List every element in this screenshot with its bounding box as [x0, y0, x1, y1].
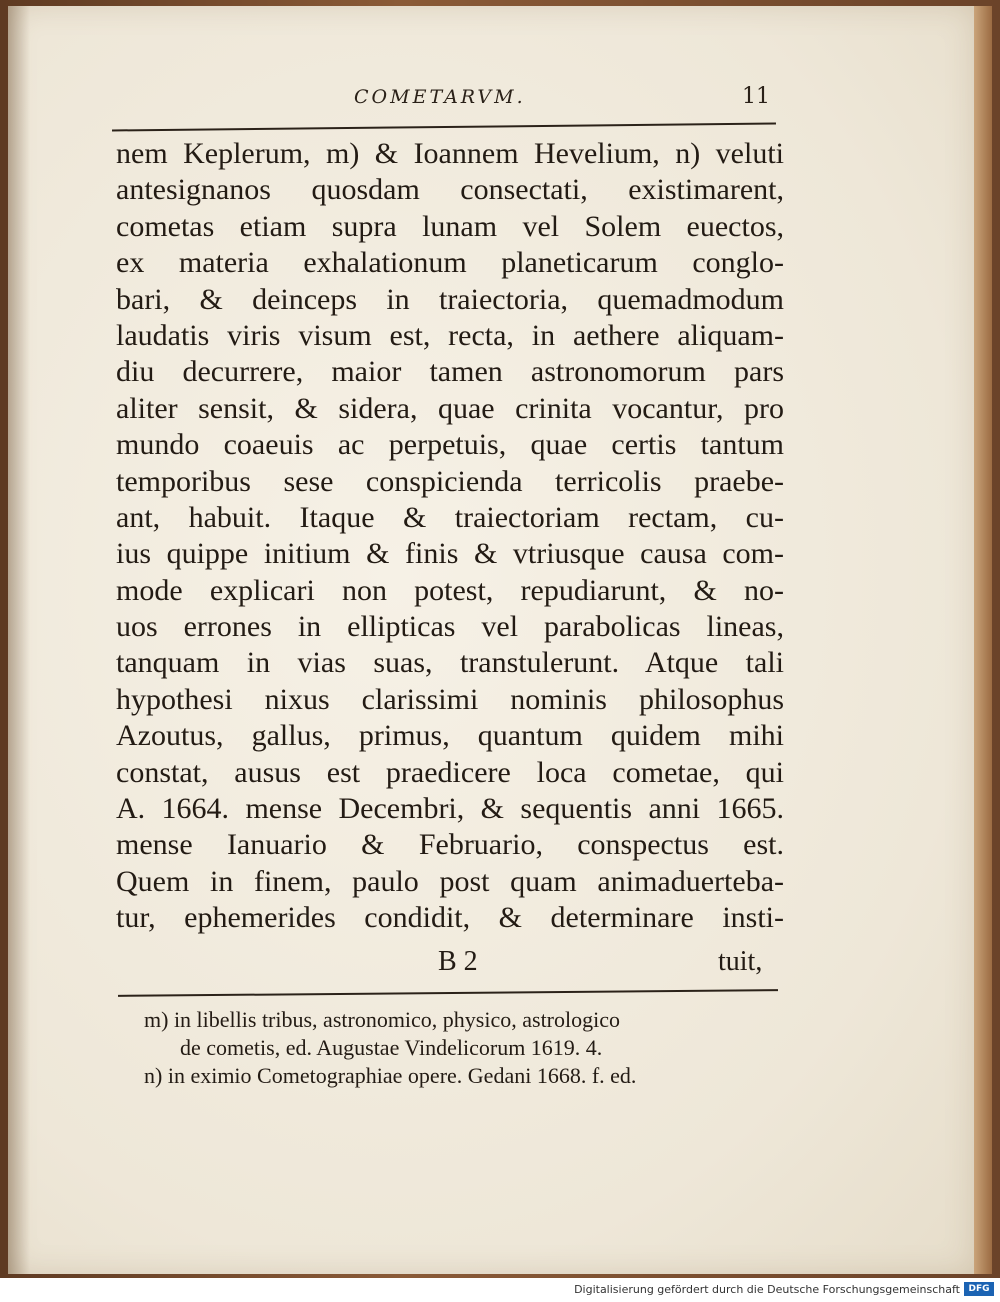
text-line: diu decurrere, maior tamen astronomorum pars [116, 355, 784, 389]
text-line: laudatis viris visum est, recta, in aethere aliquam- [116, 318, 784, 352]
page-edge [974, 6, 992, 1274]
text-line: mode explicari non potest, repudiarunt, & no- [116, 573, 784, 607]
body-text [116, 136, 784, 937]
dfg-logo: DFG [964, 1282, 994, 1296]
signature-mark: B 2 [438, 946, 478, 977]
footnote-m-continued: de cometis, ed. Augustae Vindelicorum 1619. 4. [180, 1035, 603, 1060]
catchword: tuit, [718, 946, 763, 977]
text-line: aliter sensit, & sidera, quae crinita vocantur, pro [116, 391, 784, 425]
text-line: A. 1664. mense Decembri, & sequentis anni 1665. [116, 792, 784, 826]
text-line: tur, ephemerides condidit, & determinare insti- [116, 901, 784, 935]
text-line: tanquam in vias suas, transtulerunt. Atque tali [116, 646, 784, 680]
page-gutter-shadow [8, 6, 30, 1274]
running-head: COMETARVM. [354, 86, 526, 108]
footnote-m: m) in libellis tribus, astronomico, physico, astrologico [144, 1007, 620, 1032]
text-line: ant, habuit. Itaque & traiectoriam rectam, cu- [116, 500, 784, 534]
text-line: ex materia exhalationum planeticarum conglo- [116, 246, 784, 280]
footnote-n: n) in eximio Cometographiae opere. Gedani 1668. f. ed. [144, 1063, 637, 1088]
text-line: mense Ianuario & Februario, conspectus est. [116, 828, 784, 862]
text-line: temporibus sese conspicienda terricolis praebe- [116, 464, 784, 498]
text-line: hypothesi nixus clarissimi nominis philosophus [116, 682, 784, 716]
text-line: cometas etiam supra lunam vel Solem euectos, [116, 209, 784, 243]
text-line: ius quippe initium & finis & vtriusque causa com- [116, 537, 784, 571]
text-line: mundo coaeuis ac perpetuis, quae certis tantum [116, 428, 784, 462]
text-line: bari, & deinceps in traiectoria, quemadmodum [116, 282, 784, 316]
digitization-credit: Digitalisierung gefördert durch die Deutsche Forschungsgemeinschaft [574, 1283, 960, 1296]
page-number: 11 [742, 84, 770, 109]
text-line: Quem in finem, paulo post quam animaduerteba- [116, 864, 784, 898]
text-line: Azoutus, gallus, primus, quantum quidem mihi [116, 719, 784, 753]
text-line: constat, ausus est praedicere loca cometae, qui [116, 755, 784, 789]
footnotes [120, 1006, 788, 1090]
text-line: nem Keplerum, m) & Ioannem Hevelium, n) veluti [116, 137, 784, 170]
text-line: antesignanos quosdam consectati, existimarent, [116, 173, 784, 207]
text-line: uos errones in ellipticas vel parabolicas lineas, [116, 610, 784, 644]
